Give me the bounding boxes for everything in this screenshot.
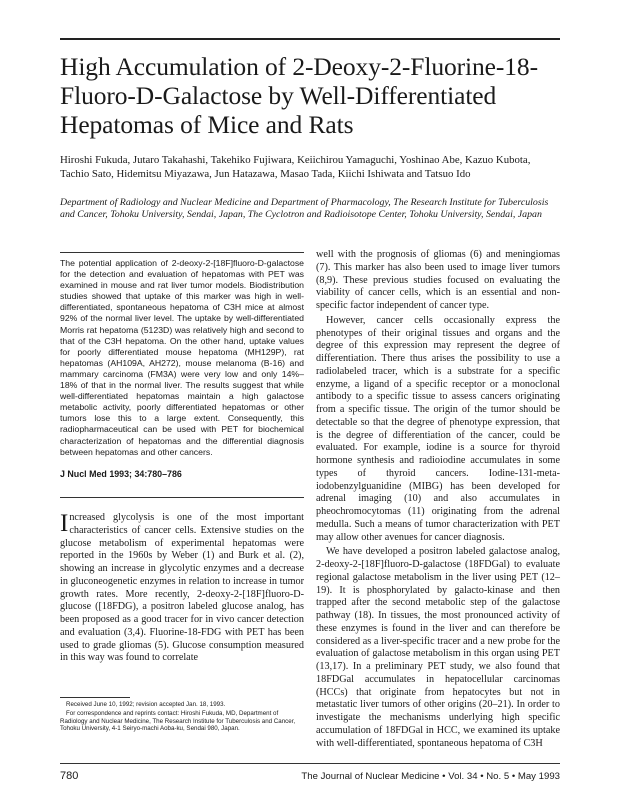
footnote-block xyxy=(60,701,304,734)
abstract-bottom-rule xyxy=(60,497,304,498)
drop-cap: I xyxy=(60,510,69,537)
author-affiliation: Department of Radiology and Nuclear Medicine and Department of Pharmacology, The Research Institute for Tuberculosis and Cancer, Tohoku University, Sendai, Japan, The Cyclotron and Radioisotope Center, Tohoku University, Sendai, Japan xyxy=(60,197,549,221)
body-paragraph: well with the prognosis of gliomas (6) and meningiomas (7). This marker has also been used to image liver tumors (8,9). These previous studies focused on evaluating the viability of cancer cells, which is an essential and non-specific factor independent of cancer type. xyxy=(316,249,560,311)
journal-citation: J Nucl Med 1993; 34:780–786 xyxy=(60,469,182,479)
body-column-right xyxy=(316,249,560,750)
footnote-rule xyxy=(60,697,130,698)
body-paragraph: However, cancer cells occasionally express the phenotypes of their original tissues and organs and the degree of this expression may represent the degree of differentiation. There thus arises the possibility to use a radiolabeled tracer, which is a substrate for a specific enzyme, a ligand of a specific receptor or a monoclonal antibody to a specific tissue to assess cancers originating from a specific tissue. The origin of the tumor should be detectable so that the degree of phenotype expression, that is the degree of differentiation of the cancer, could be evaluated. For example, iodine is a source for thyroid hormone synthesis and radioiodine accumulates in some types of thyroid cancers. Iodine-131-meta-iodobenzylguanidine (MIBG) has been developed for adrenal imaging (10) and also accumulates in pheochromocytomas (11) originating from the adrenal medulla. Such a means of tumor characterization with PET may allow other avenues for cancer diagnosis. xyxy=(316,314,560,543)
correspondence-note: For correspondence and reprints contact: Hiroshi Fukuda, MD, Department of Radiology and Nuclear Medicine, The Research Institute for Tuberculosis and Cancer, Tohoku University, 4-1 Seiryo-machi Aoba-ku, Sendai 980, Japan. xyxy=(60,709,296,733)
intro-paragraph: ncreased glycolysis is one of the most important characteristics of cancer cells. Extensive studies on the glucose metabolism of experimental hepatomas were reported in the 1960s by Weber (1) and Burk et al. (2), showing an increase in glycolytic enzymes and a decrease in gluconeogenetic enzymes in relation to increase in tumor growth rates. More recently, 2-deoxy-2-[18F]fluoro-D-glucose ([18FDG), a positron labeled glucose analog, has been proposed as a good tracer for in vivo cancer detection and evaluation (3,4). Fluorine-18-FDG with PET has been used to grade gliomas (5). Glucose consumption measured in this way was found to correlate xyxy=(60,512,304,664)
body-paragraph: We have developed a positron labeled galactose analog, 2-deoxy-2-[18F]fluoro-D-galactose (18FDGal) to evaluate regional galactose metabolism in the liver using PET (12–19). It is phosphorylated by galacto-kinase and then trapped after the second metabolic step of the galactose pathway (18). In tissues, the most pronounced activity of these enzymes is found in the liver and can therefore be considered as a liver-specific tracer and a new probe for the evaluation of galactose metabolism in this organ using PET (13,17). In a preliminary PET study, we also found that 18FDGal accumulates in hepatocellular carcinomas (HCCs) that originate from hepatocytes but not in metastatic liver tumors of other origins (20–21). In order to investigate the mechanisms underlying high specific accumulation of 18FDGal in HCC, we examined its uptake with well-differentiated, spontaneous hepatoma of C3H xyxy=(316,546,560,749)
body-column-left xyxy=(60,512,304,665)
journal-footer: The Journal of Nuclear Medicine • Vol. 34 • No. 5 • May 1993 xyxy=(301,771,560,782)
article-title: High Accumulation of 2-Deoxy-2-Fluorine-18-Fluoro-D-Galactose by Well-Differentiated Hepatomas of Mice and Rats xyxy=(60,52,538,139)
author-list: Hiroshi Fukuda, Jutaro Takahashi, Takehiko Fujiwara, Keiichirou Yamaguchi, Yoshinao Abe, Kazuo Kubota, Tachio Sato, Hidemitsu Miyazawa, Jun Hatazawa, Masao Tada, Kiichi Ishiwata and Tatsuo Ido xyxy=(60,154,531,180)
abstract-top-rule xyxy=(60,252,304,253)
page-number: 780 xyxy=(60,770,79,782)
footer-rule xyxy=(60,763,560,764)
received-dates: Received June 10, 1992; revision accepted Jan. 18, 1993. xyxy=(66,701,226,708)
abstract-text: The potential application of 2-deoxy-2-[18F]fluoro-D-galactose for the detection and evaluation of hepatomas with PET was examined in mouse and rat liver tumor models. Biodistribution studies showed that uptake of this marker was high in well-differentiated, spontaneous hepatoma of C3H mice at almost 92% of the normal liver level. The uptake by well-differentiated Morris rat hepatoma (5123D) was relatively high and second to that of the C3H hepatoma. On the other hand, uptake values for poorly differentiated mouse hepatoma (MH129P), rat hepatomas (AH109A, AH272), mouse melanoma (B-16) and mammary carcinoma (FM3A) were very low and only 14%–18% of that in the normal liver. The results suggest that while well-differentiated hepatomas maintain a high galactose metabolic activity, poorly differentiated hepatomas or other tumors lose this to a large extent. Consequently, this radiopharmaceutical can be used with PET for biochemical characterization of hepatomas and the differential diagnosis between hepatomas and other cancers. xyxy=(60,258,304,457)
header-rule xyxy=(60,38,560,40)
